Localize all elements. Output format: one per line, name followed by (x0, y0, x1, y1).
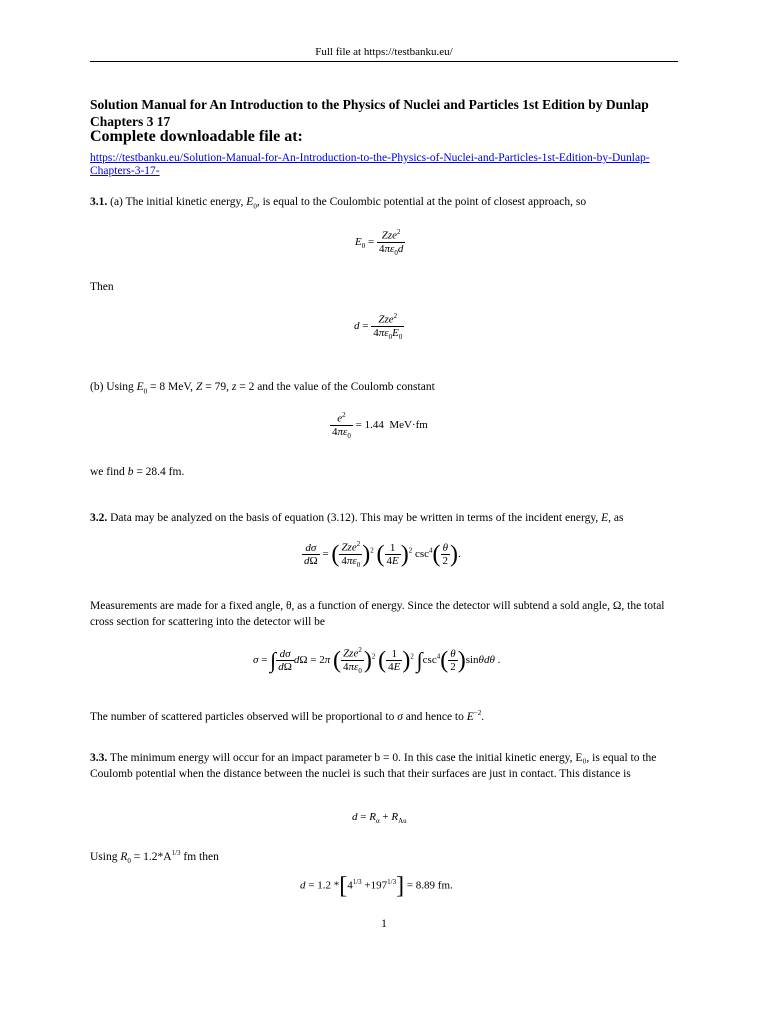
equation-total-cross-section: σ = ∫ $\frac{d\sigma}{d\Omega}$ dΩ = 2π ( $\frac{Zze^2}{4\pi\varepsilon_0}$ )$^2$ ( $\frac{1}{4E}$ )$^2$ $\int\csc^4$( $\frac{\theta}{2}$ )sinθdθ . (253, 646, 501, 675)
header-rule (90, 61, 678, 62)
equation-coulomb-constant: $\frac{e^2}{4\pi\varepsilon_0}$ = 1.44 MeV·fm (332, 411, 428, 440)
equation-distance: $d = R_\alpha + R_{Au}$ (352, 811, 407, 826)
paragraph-3-2: 3.2. Data may be analyzed on the basis of equation (3.12). This may be written in terms of the incident energy, E, as (90, 512, 624, 524)
we-find-text: we find b = 28.4 fm. (90, 466, 185, 478)
page-number: 1 (381, 918, 387, 930)
then-text: Then (90, 281, 114, 293)
section-number: 3.3. (90, 752, 108, 764)
equation-cross-section: $\frac{d\sigma}{d\Omega}$ = ( $\frac{Zze^2}{4\pi\varepsilon_0}$ )$^2$ ( $\frac{1}{4E}$ )$^2$ $\csc^4$( $\frac{\theta}{2}$ ). (304, 540, 461, 569)
using-r0-text: Using $R_0 = 1.2*A^{1/3}$ fm then (90, 849, 219, 866)
section-number: 3.1. (90, 196, 108, 208)
equation-d: d = $\frac{Zze^2}{4\pi\varepsilon_0E_0}$ (354, 312, 403, 341)
document-title: Solution Manual for An Introduction to the Physics of Nuclei and Particles 1st Edition by Dunlap Chapters 3 17 (90, 97, 649, 129)
paragraph-3-1: 3.1. (a) The initial kinetic energy, $E_0$, is equal to the Coulombic potential at the point of closest approach, so (90, 196, 587, 211)
download-link[interactable]: https://testbanku.eu/Solution-Manual-for-An-Introduction-to-the-Physics-of-Nuclei-and-Particles-1st-Edition-by-Dunlap-Chapters-3-17- (90, 152, 650, 177)
paragraph-3-1-b: (b) Using $E_0 = 8$ MeV, Z = 79, z = 2 and the value of the Coulomb constant (90, 381, 435, 396)
page-header: Full file at https://testbanku.eu/ (315, 46, 453, 58)
equation-e0: $E_0$ = $\frac{Zze^2}{4\pi\varepsilon_0d}$ (355, 228, 404, 257)
complete-label: Complete downloadable file at: (90, 128, 303, 145)
paragraph-3-2-b: Measurements are made for a fixed angle, θ, as a function of energy. Since the detector will subtend a sold angle, Ω, the total cross section for scattering into the detector will be (90, 600, 665, 628)
equation-final-distance: d = 1.2 $*[4^{1/3} +197^{1/3}] = 8.89$ fm. (300, 873, 453, 899)
paragraph-3-2-c: The number of scattered particles observed will be proportional to σ and hence to $E^{-2}$. (90, 709, 485, 723)
paragraph-3-3: 3.3. The minimum energy will occur for an impact parameter b = 0. In this case the initial kinetic energy, E₀, is equal to the Coulomb potential when the distance between the nuclei is such that their surfaces are just in contact. This distance is (90, 752, 657, 780)
section-number: 3.2. (90, 512, 108, 524)
